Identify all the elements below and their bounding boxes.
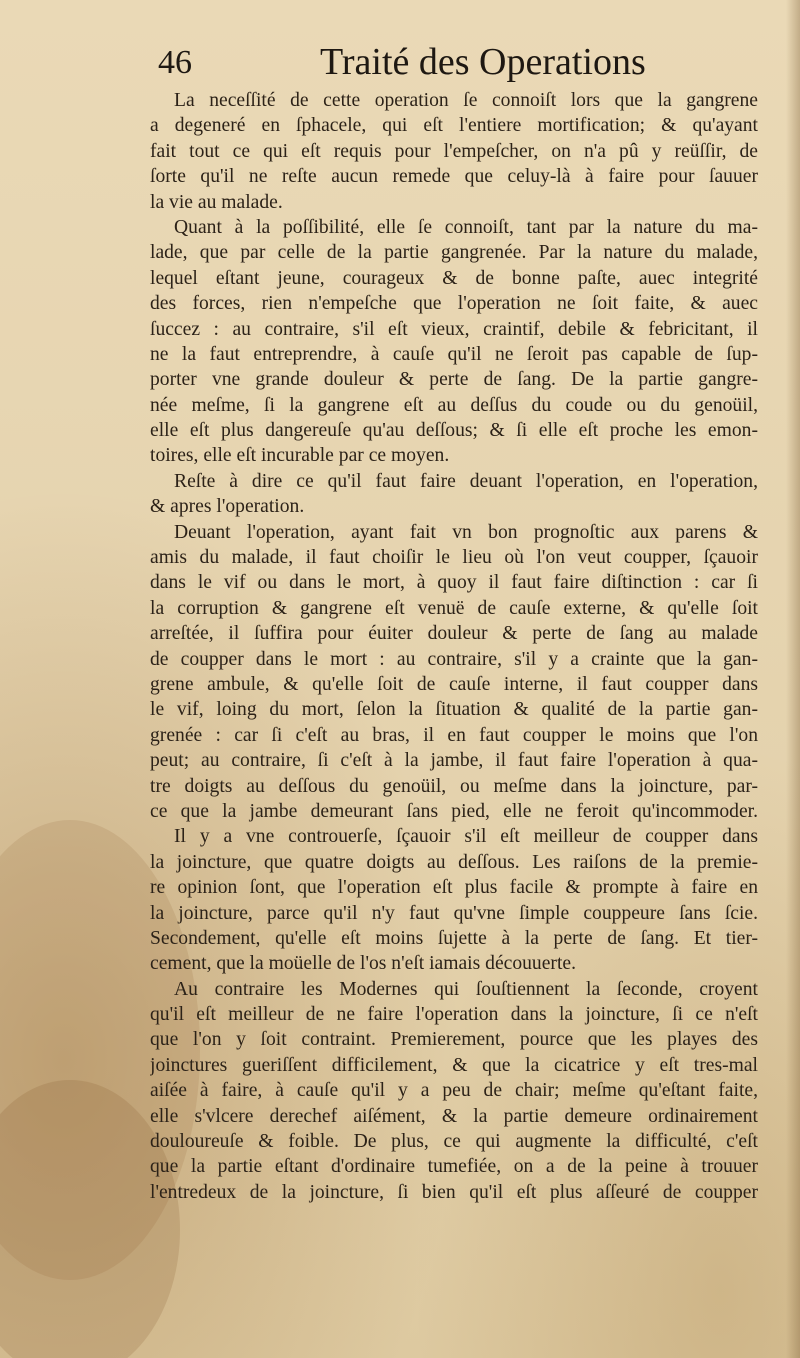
text-line: joinctures gueriſſent difficilement, & que la cicatrice y eſt tres-mal: [150, 1054, 758, 1076]
text-line: ſorte qu'il ne reſte aucun remede que celuy-là à faire pour ſauuer: [150, 166, 758, 188]
running-title: Traité des Operations: [320, 41, 646, 83]
text-line: ſuccez : au contraire, s'il eſt vieux, craintif, debile & febricitant, il: [150, 318, 758, 340]
text-line: qu'il eſt meilleur de ne faire l'operation dans la joincture, ſi ce n'eſt: [150, 1004, 758, 1026]
text-line: le vif, loing du mort, ſelon la ſituation & qualité de la partie gan-: [150, 699, 758, 721]
text-line: l'entredeux de la joincture, ſi bien qu'il eſt plus aſſeuré de coupper: [150, 1181, 758, 1203]
text-line: la joincture, parce qu'il n'y faut qu'vne ſimple couppeure ſans ſcie.: [150, 902, 758, 924]
text-line: arreſtée, il ſuffira pour éuiter douleur & perte de ſang au malade: [150, 623, 758, 645]
page-edge: [786, 0, 800, 1358]
text-line: Deuant l'operation, ayant fait vn bon prognoſtic aux parens &: [174, 521, 758, 543]
text-line: grenée : car ſi c'eſt au bras, il en faut coupper le moins que l'on: [150, 724, 758, 746]
body-text: [150, 88, 758, 1205]
text-line: & apres l'operation.: [150, 496, 305, 518]
text-line: Au contraire les Modernes qui ſouſtiennent la ſeconde, croyent: [174, 978, 758, 1000]
text-line: de coupper dans le mort : au contraire, s'il y a crainte que la gan-: [150, 648, 758, 670]
text-line: la joincture, que quatre doigts au deſſous. Les raiſons de la premie-: [150, 851, 758, 873]
text-line: née meſme, ſi la gangrene eſt au deſſus du coude ou du genoüil,: [150, 394, 758, 416]
page-header: [158, 40, 646, 90]
text-line: que l'on y ſoit contraint. Premierement, pource que les playes des: [150, 1029, 758, 1051]
text-line: re opinion ſont, que l'operation eſt plus facile & prompte à faire en: [150, 877, 758, 899]
text-line: la corruption & gangrene eſt venuë de cauſe externe, & qu'elle ſoit: [150, 597, 758, 619]
text-line: Secondement, qu'elle eſt moins ſujette à la perte de ſang. Et tier-: [150, 927, 758, 949]
text-line: fait tout ce qui eſt requis pour l'empeſcher, on n'a pû y reüſſir, de: [150, 140, 758, 162]
text-line: tre doigts au deſſous du genoüil, ou meſme dans la joincture, par-: [150, 775, 758, 797]
text-line: a degeneré en ſphacele, qui eſt l'entiere mortification; & qu'ayant: [150, 115, 758, 137]
page-number: 46: [158, 44, 192, 81]
text-line: porter vne grande douleur & perte de ſang. De la partie gangre-: [150, 369, 758, 391]
text-line: amis du malade, il faut choiſir le lieu où l'on veut coupper, ſçauoir: [150, 547, 758, 569]
text-line: ne la faut entreprendre, à cauſe qu'il ne ſeroit pas capable de ſup-: [150, 343, 758, 365]
text-line: dans le vif ou dans le mort, à quoy il faut faire diſtinction : car ſi: [150, 572, 758, 594]
text-line: douloureuſe & foible. De plus, ce qui augmente la difficulté, c'eſt: [150, 1131, 758, 1153]
text-line: cement, que la moüelle de l'os n'eſt iamais découuerte.: [150, 953, 576, 975]
text-line: toires, elle eſt incurable par ce moyen.: [150, 445, 450, 467]
text-line: peut; au contraire, ſi c'eſt à la jambe, il faut faire l'operation à qua-: [150, 750, 758, 772]
text-line: la vie au malade.: [150, 191, 283, 213]
text-line: aiſée à faire, à cauſe qu'il y a peu de chair; meſme qu'eſtant faite,: [150, 1080, 758, 1102]
text-line: La neceſſité de cette operation ſe connoiſt lors que la gangrene: [174, 90, 758, 111]
text-line: lequel eſtant jeune, courageux & de bonne paſte, auec integrité: [150, 267, 758, 289]
text-line: Reſte à dire ce qu'il faut faire deuant l'operation, en l'operation,: [174, 470, 758, 492]
text-line: elle s'vlcere derechef aiſément, & la partie demeure ordinairement: [150, 1105, 758, 1127]
text-line: des forces, rien n'empeſche que l'operation ne ſoit faite, & auec: [150, 293, 758, 315]
text-line: ce que la jambe demeurant ſans pied, elle ne feroit qu'incommoder.: [150, 800, 758, 822]
text-line: lade, que par celle de la partie gangrenée. Par la nature du malade,: [150, 242, 758, 264]
text-line: grene ambule, & qu'elle ſoit de cauſe interne, il faut coupper dans: [150, 673, 758, 695]
text-line: Quant à la poſſibilité, elle ſe connoiſt, tant par la nature du ma-: [174, 216, 758, 238]
text-line: Il y a vne controuerſe, ſçauoir s'il eſt meilleur de coupper dans: [174, 826, 758, 848]
text-line: elle eſt plus dangereuſe qu'au deſſous; & ſi elle eſt proche les emon-: [150, 420, 758, 442]
text-line: que la partie eſtant d'ordinaire tumefiée, on a de la peine à trouuer: [150, 1156, 758, 1178]
